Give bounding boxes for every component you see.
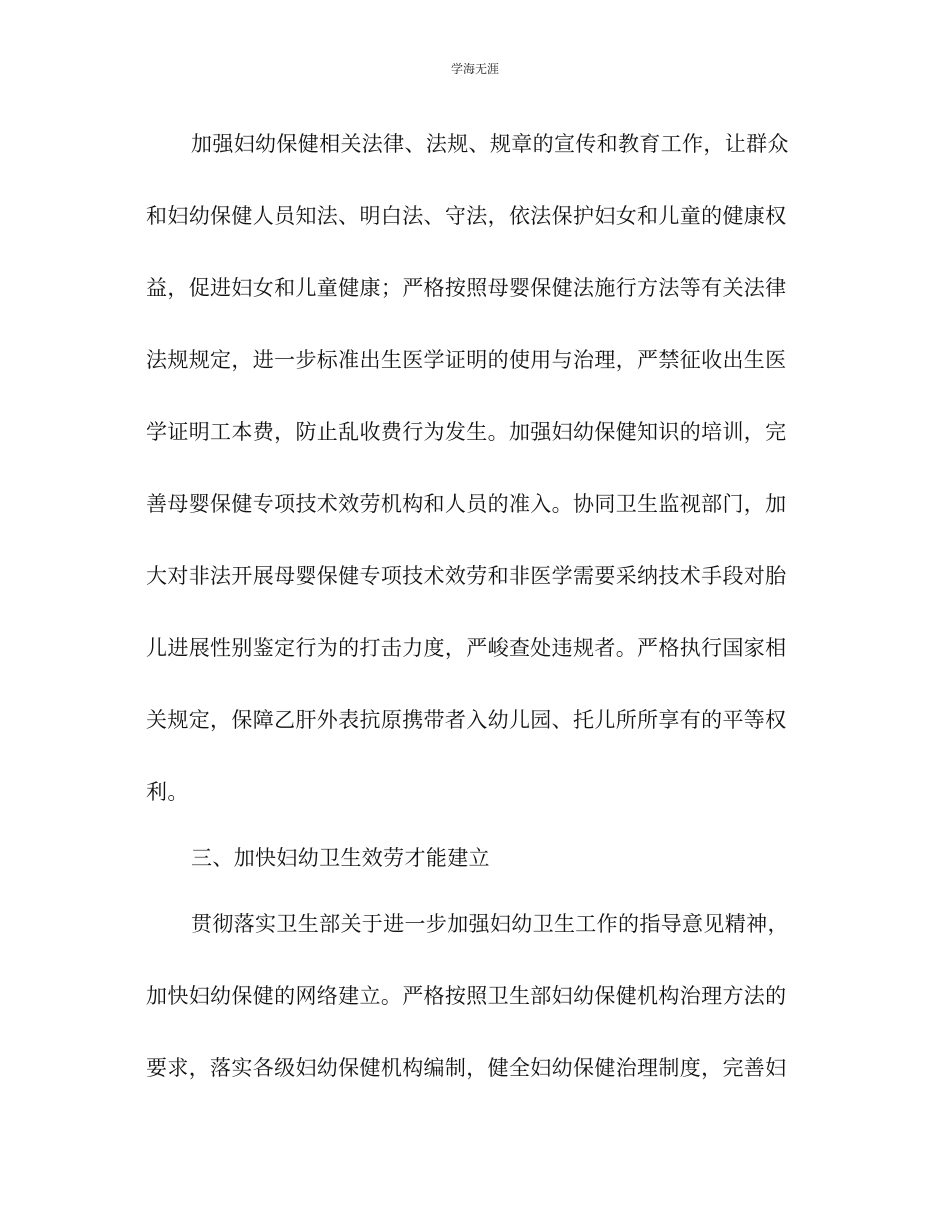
body-line-3: 益，促进妇女和儿童健康；严格按照母婴保健法施行方法等有关法律 [146, 276, 787, 300]
body-line-8: 儿进展性别鉴定行为的打击力度，严峻查处违规者。严格执行国家相 [146, 636, 787, 660]
body-line-6: 善母婴保健专项技术效劳机构和人员的准入。协同卫生监视部门，加 [146, 492, 787, 516]
body-line-4: 法规规定，进一步标准出生医学证明的使用与治理，严禁征收出生医 [146, 348, 787, 372]
body-line-9: 关规定，保障乙肝外表抗原携带者入幼儿园、托儿所所享有的平等权 [146, 708, 787, 732]
body-line-12: 贯彻落实卫生部关于进一步加强妇幼卫生工作的指导意见精神， [191, 912, 789, 936]
body-line-5: 学证明工本费，防止乱收费行为发生。加强妇幼保健知识的培训，完 [146, 420, 787, 444]
body-line-2: 和妇幼保健人员知法、明白法、守法，依法保护妇女和儿童的健康权 [146, 204, 787, 228]
page-header: 学海无涯 [450, 62, 499, 76]
body-line-7: 大对非法开展母婴保健专项技术效劳和非医学需要采纳技术手段对胎 [146, 564, 787, 588]
body-line-13: 加快妇幼保健的网络建立。严格按照卫生部妇幼保健机构治理方法的 [146, 984, 787, 1008]
body-line-14: 要求，落实各级妇幼保健机构编制，健全妇幼保健治理制度，完善妇 [146, 1056, 787, 1080]
body-line-1: 加强妇幼保健相关法律、法规、规章的宣传和教育工作，让群众 [191, 132, 789, 156]
section-heading: 三、加快妇幼卫生效劳才能建立 [191, 846, 490, 870]
body-line-10: 利。 [146, 780, 189, 804]
